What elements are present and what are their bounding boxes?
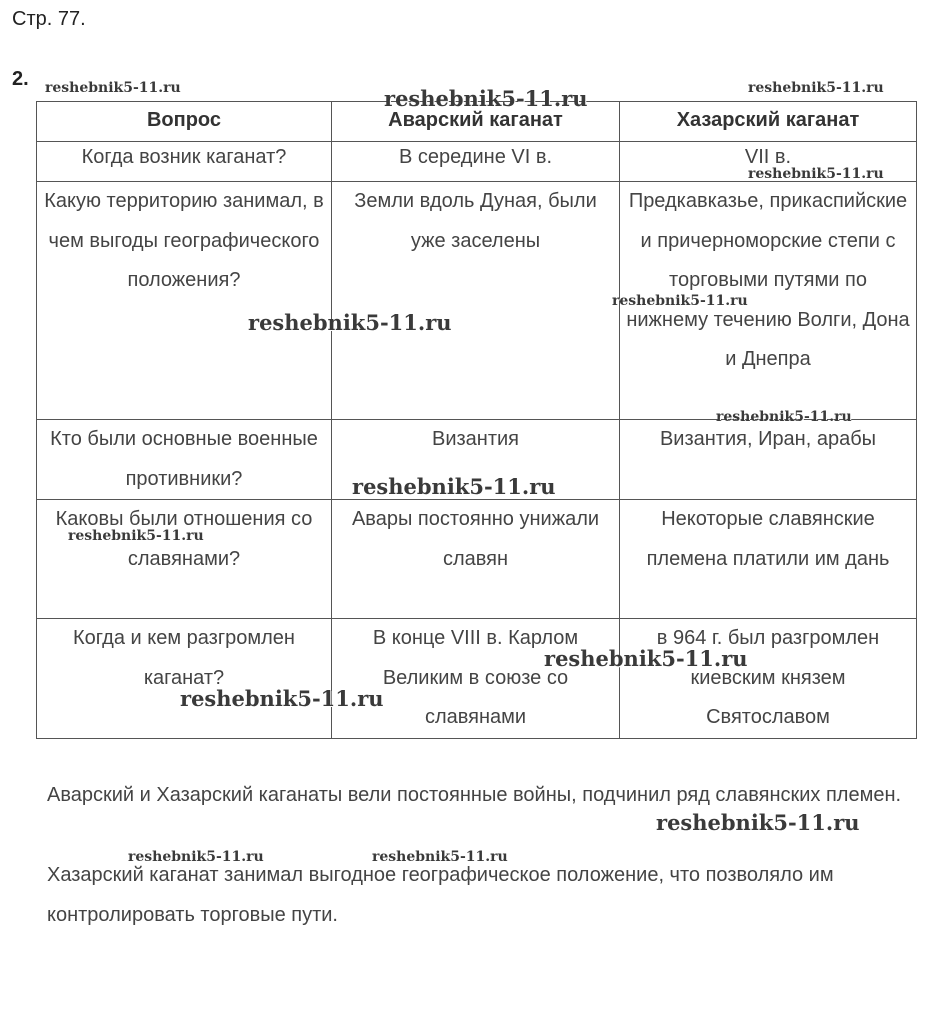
conclusion-paragraph: Хазарский каганат занимал выгодное географическое положение, что позволяло им контролировать торговые пути. bbox=[47, 864, 834, 926]
avar-cell: Авары постоянно унижали славян bbox=[332, 500, 620, 619]
question-cell: Какую территорию занимал, в чем выгоды географического положения? bbox=[37, 182, 332, 420]
task-number: 2. bbox=[12, 68, 29, 90]
watermark: reshebnik5-11.ru bbox=[612, 293, 748, 309]
question-cell: Когда и кем разгромлен каганат? bbox=[37, 619, 332, 739]
avar-cell: В середине VI в. bbox=[332, 142, 620, 182]
avar-cell: Земли вдоль Дуная, были уже заселены bbox=[332, 182, 620, 420]
watermark: reshebnik5-11.ru bbox=[68, 528, 204, 544]
khazar-cell: в 964 г. был разгромлен киевским князем Святославом bbox=[620, 619, 917, 739]
watermark: reshebnik5-11.ru bbox=[384, 86, 588, 111]
question-cell: Кто были основные военные противники? bbox=[37, 420, 332, 500]
watermark: reshebnik5-11.ru bbox=[748, 166, 884, 182]
table-row bbox=[37, 500, 917, 619]
khazar-cell: Некоторые славянские племена платили им дань bbox=[620, 500, 917, 619]
header-avar-khaganate: Аварский каганат bbox=[332, 102, 620, 142]
khazar-cell: VII в. bbox=[620, 142, 917, 182]
watermark: reshebnik5-11.ru bbox=[716, 409, 852, 425]
table-row bbox=[37, 142, 917, 182]
watermark: reshebnik5-11.ru bbox=[45, 80, 181, 96]
watermark: reshebnik5-11.ru bbox=[372, 849, 508, 865]
page-header: Стр. 77. bbox=[12, 8, 86, 30]
watermark: reshebnik5-11.ru bbox=[352, 474, 556, 499]
avar-cell: В конце VIII в. Карлом Великим в союзе со славянами bbox=[332, 619, 620, 739]
table-row bbox=[37, 182, 917, 420]
table-row bbox=[37, 420, 917, 500]
watermark: reshebnik5-11.ru bbox=[544, 646, 748, 671]
watermark: reshebnik5-11.ru bbox=[128, 849, 264, 865]
question-cell: Когда возник каганат? bbox=[37, 142, 332, 182]
watermark: reshebnik5-11.ru bbox=[656, 810, 860, 835]
table-header-row bbox=[37, 102, 917, 142]
watermark: reshebnik5-11.ru bbox=[748, 80, 884, 96]
conclusion-paragraph: Аварский и Хазарский каганаты вели постоянные войны, подчинил ряд славянских племен. bbox=[47, 784, 902, 806]
comparison-table bbox=[36, 101, 917, 739]
avar-cell: Византия bbox=[332, 420, 620, 500]
question-cell: Каковы были отношения со славянами? bbox=[37, 500, 332, 619]
khazar-cell: Предкавказье, прикаспийские и причерноморские степи с торговыми путями по нижнему течению Волги, Дона и Днепра bbox=[620, 182, 917, 420]
watermark: reshebnik5-11.ru bbox=[180, 686, 384, 711]
watermark: reshebnik5-11.ru bbox=[248, 310, 452, 335]
table-row bbox=[37, 619, 917, 739]
khazar-cell: Византия, Иран, арабы bbox=[620, 420, 917, 500]
header-question: Вопрос bbox=[37, 102, 332, 142]
header-khazar-khaganate: Хазарский каганат bbox=[620, 102, 917, 142]
